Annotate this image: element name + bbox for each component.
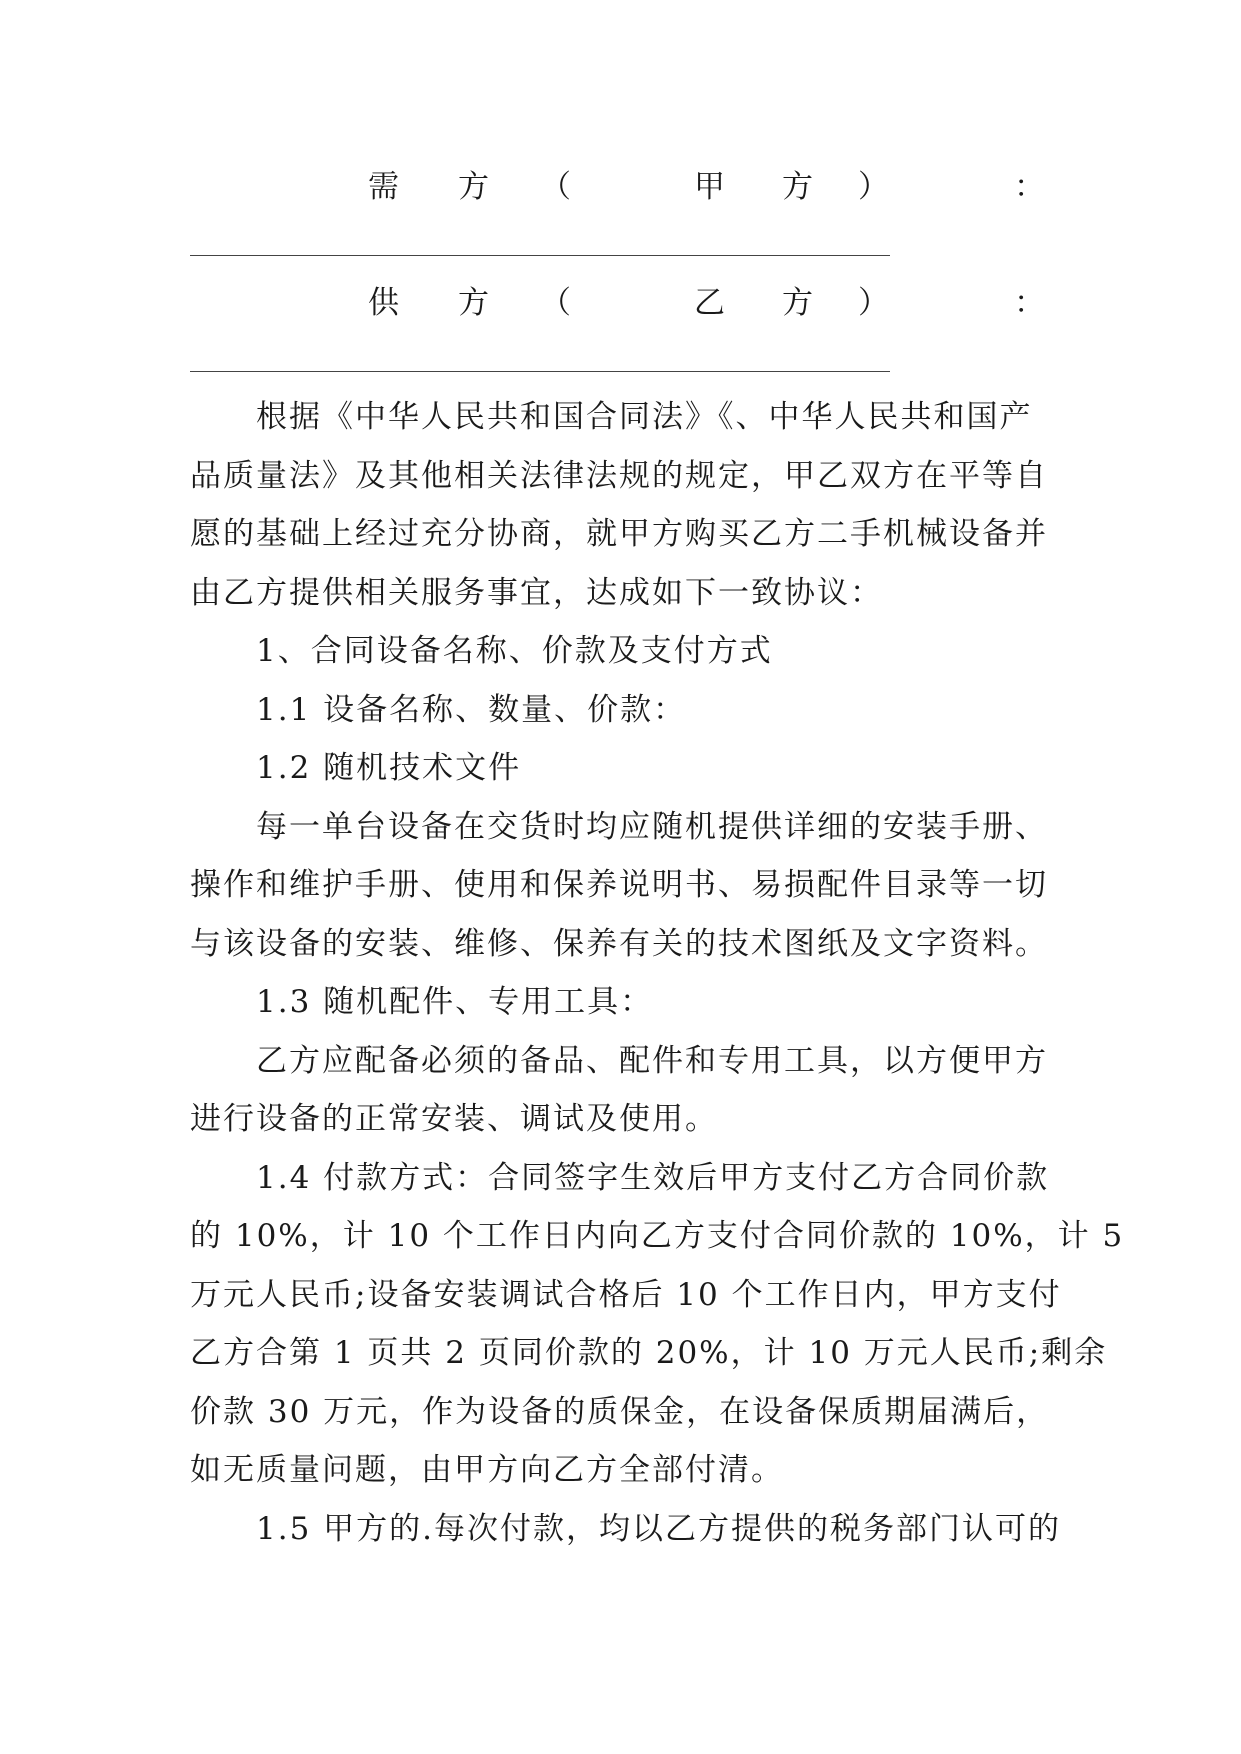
body-line: 与该设备的安装、维修、保养有关的技术图纸及文字资料。: [190, 925, 1048, 962]
seller-fill-line: [190, 371, 890, 372]
seller-party-line: [0, 278, 1241, 328]
close-paren: ）: [858, 285, 889, 321]
body-line: 万元人民币;设备安装调试合格后 10 个工作日内，甲方支付: [190, 1276, 1062, 1313]
buyer-party-line: [0, 162, 1241, 212]
body-line: 乙方合第 1 页共 2 页同价款的 20%，计 10 万元人民币;剩余: [190, 1335, 1108, 1371]
colon: ：: [1014, 285, 1045, 321]
seller-party-char: 方: [782, 285, 813, 321]
body-line: 操作和维护手册、使用和保养说明书、易损配件目录等一切: [190, 867, 1048, 903]
body-line: 的 10%，计 10 个工作日内向乙方支付合同价款的 10%，计 5: [190, 1218, 1125, 1254]
body-line: 由乙方提供相关服务事宜，达成如下一致协议：: [190, 574, 883, 611]
body-line: 1.2 随机技术文件: [256, 750, 522, 786]
buyer-party-char: 方: [782, 169, 813, 205]
seller-party-char: 乙: [694, 285, 725, 321]
seller-label-char: 方: [458, 285, 489, 321]
seller-label-char: 供: [368, 285, 399, 321]
body-line: 价款 30 万元，作为设备的质保金，在设备保质期届满后，: [190, 1393, 1050, 1430]
body-line: 品质量法》及其他相关法律法规的规定，甲乙双方在平等自: [190, 457, 1048, 494]
buyer-fill-line: [190, 255, 890, 256]
buyer-label-char: 需: [368, 169, 399, 205]
contract-body: [190, 388, 1125, 1558]
body-line: 如无质量问题，由甲方向乙方全部付清。: [190, 1452, 784, 1488]
buyer-label-char: 方: [458, 169, 489, 205]
open-paren: （: [540, 285, 571, 321]
colon: ：: [1014, 169, 1045, 205]
body-line: 1.4 付款方式：合同签字生效后甲方支付乙方合同价款: [256, 1159, 1050, 1196]
body-line: 进行设备的正常安装、调试及使用。: [190, 1101, 718, 1137]
close-paren: ）: [858, 169, 889, 205]
buyer-party-char: 甲: [694, 169, 725, 205]
body-line: 愿的基础上经过充分协商，就甲方购买乙方二手机械设备并: [190, 516, 1048, 552]
body-line: 每一单台设备在交货时均应随机提供详细的安装手册、: [256, 808, 1048, 845]
body-line: 1.1 设备名称、数量、价款：: [256, 691, 687, 728]
body-line: 1.5 甲方的.每次付款，均以乙方提供的税务部门认可的: [256, 1510, 1062, 1547]
body-line: 根据《中华人民共和国合同法》《、中华人民共和国产: [256, 399, 1033, 435]
body-line: 1、合同设备名称、价款及支付方式: [256, 633, 773, 669]
open-paren: （: [540, 169, 571, 205]
body-line: 1.3 随机配件、专用工具：: [256, 984, 654, 1020]
body-line: 乙方应配备必须的备品、配件和专用工具，以方便甲方: [256, 1042, 1048, 1079]
